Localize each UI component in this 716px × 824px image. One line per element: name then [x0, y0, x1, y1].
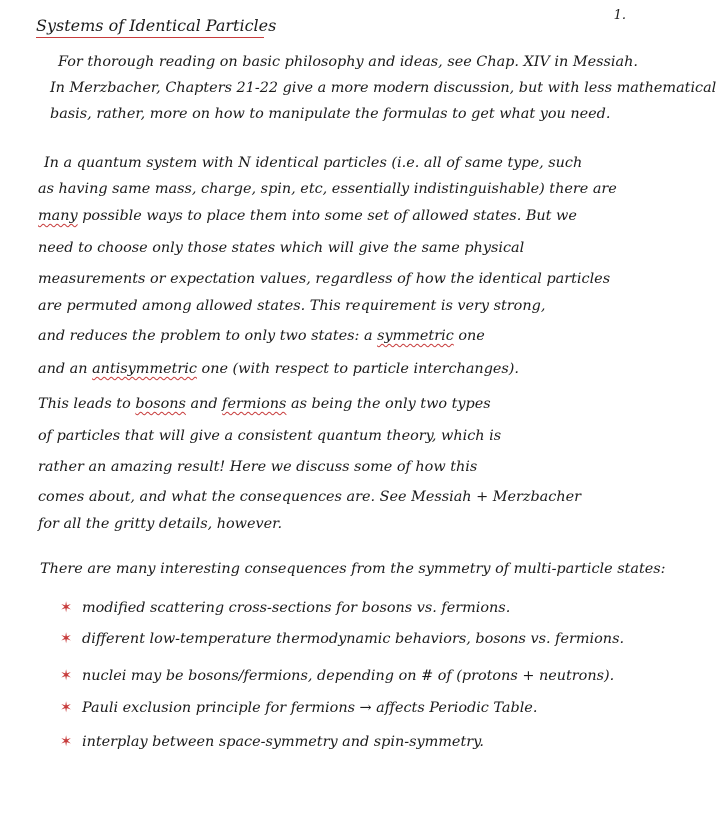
para2-line9-a: This leads to — [38, 396, 136, 412]
para2-line9-b: and — [185, 396, 223, 412]
para2-line7-pre: and reduces the problem to only two states: a — [38, 328, 378, 344]
para1-line2: In Merzbacher, Chapters 21-22 give a more modern discussion, but with less mathematical — [50, 80, 716, 96]
bullet-item — [60, 600, 510, 616]
para2-line13: for all the gritty details, however. — [38, 516, 283, 532]
para2-line4: need to choose only those states which will give the same physical — [38, 240, 525, 256]
star-bullet-icon: ✶ — [60, 734, 73, 750]
star-bullet-icon: ✶ — [60, 700, 73, 716]
para2-line9 — [38, 396, 491, 412]
bullet-text: nuclei may be bosons/fermions, depending on # of (protons + neutrons). — [82, 668, 615, 684]
page-title: Systems of Identical Particles — [36, 16, 277, 35]
emphasis-fermions: fermions — [222, 396, 287, 412]
para2-line8-pre: and an — [38, 361, 93, 377]
para2-line9-c: as being the only two types — [286, 396, 491, 412]
para3-line1: There are many interesting consequences from the symmetry of multi-particle states: — [40, 561, 666, 577]
para1-line1: For thorough reading on basic philosophy and ideas, see Chap. XIV in Messiah. — [58, 54, 638, 70]
para1-line3: basis, rather, more on how to manipulate the formulas to get what you need. — [50, 106, 611, 122]
star-bullet-icon: ✶ — [60, 631, 73, 647]
para2-line2: as having same mass, charge, spin, etc, essentially indistinguishable) there are — [38, 181, 617, 197]
emphasis-many: many — [38, 208, 78, 224]
bullet-item — [60, 700, 537, 716]
star-bullet-icon: ✶ — [60, 600, 73, 616]
para2-line12: comes about, and what the consequences are. See Messiah + Merzbacher — [38, 489, 581, 505]
para2-line1: In a quantum system with N identical particles (i.e. all of same type, such — [44, 155, 583, 171]
para2-line10: of particles that will give a consistent quantum theory, which is — [38, 428, 502, 444]
emphasis-antisymmetric: antisymmetric — [92, 361, 197, 377]
emphasis-bosons: bosons — [135, 396, 186, 412]
para2-line6: are permuted among allowed states. This requirement is very strong, — [38, 298, 546, 314]
para2-line3-post: possible ways to place them into some set of allowed states. But we — [77, 208, 577, 224]
para2-line3 — [38, 208, 577, 224]
para2-line7-post: one — [453, 328, 485, 344]
para2-line5: measurements or expectation values, regardless of how the identical particles — [38, 271, 611, 287]
para2-line8-post: one (with respect to particle interchanges). — [196, 361, 519, 377]
bullet-text: interplay between space-symmetry and spin-symmetry. — [82, 734, 484, 750]
bullet-item — [60, 668, 614, 684]
para2-line8 — [38, 361, 519, 377]
bullet-text: Pauli exclusion principle for fermions → affects Periodic Table. — [82, 700, 538, 716]
bullet-item — [60, 734, 484, 750]
emphasis-symmetric: symmetric — [377, 328, 454, 344]
para2-line11: rather an amazing result! Here we discuss some of how this — [38, 459, 478, 475]
para2-line7 — [38, 328, 485, 344]
page-number: 1. — [613, 8, 626, 23]
star-bullet-icon: ✶ — [60, 668, 73, 684]
title-underline — [36, 37, 264, 38]
bullet-item — [60, 631, 624, 647]
bullet-text: different low-temperature thermodynamic behaviors, bosons vs. fermions. — [82, 631, 625, 647]
bullet-text: modified scattering cross-sections for bosons vs. fermions. — [82, 600, 511, 616]
